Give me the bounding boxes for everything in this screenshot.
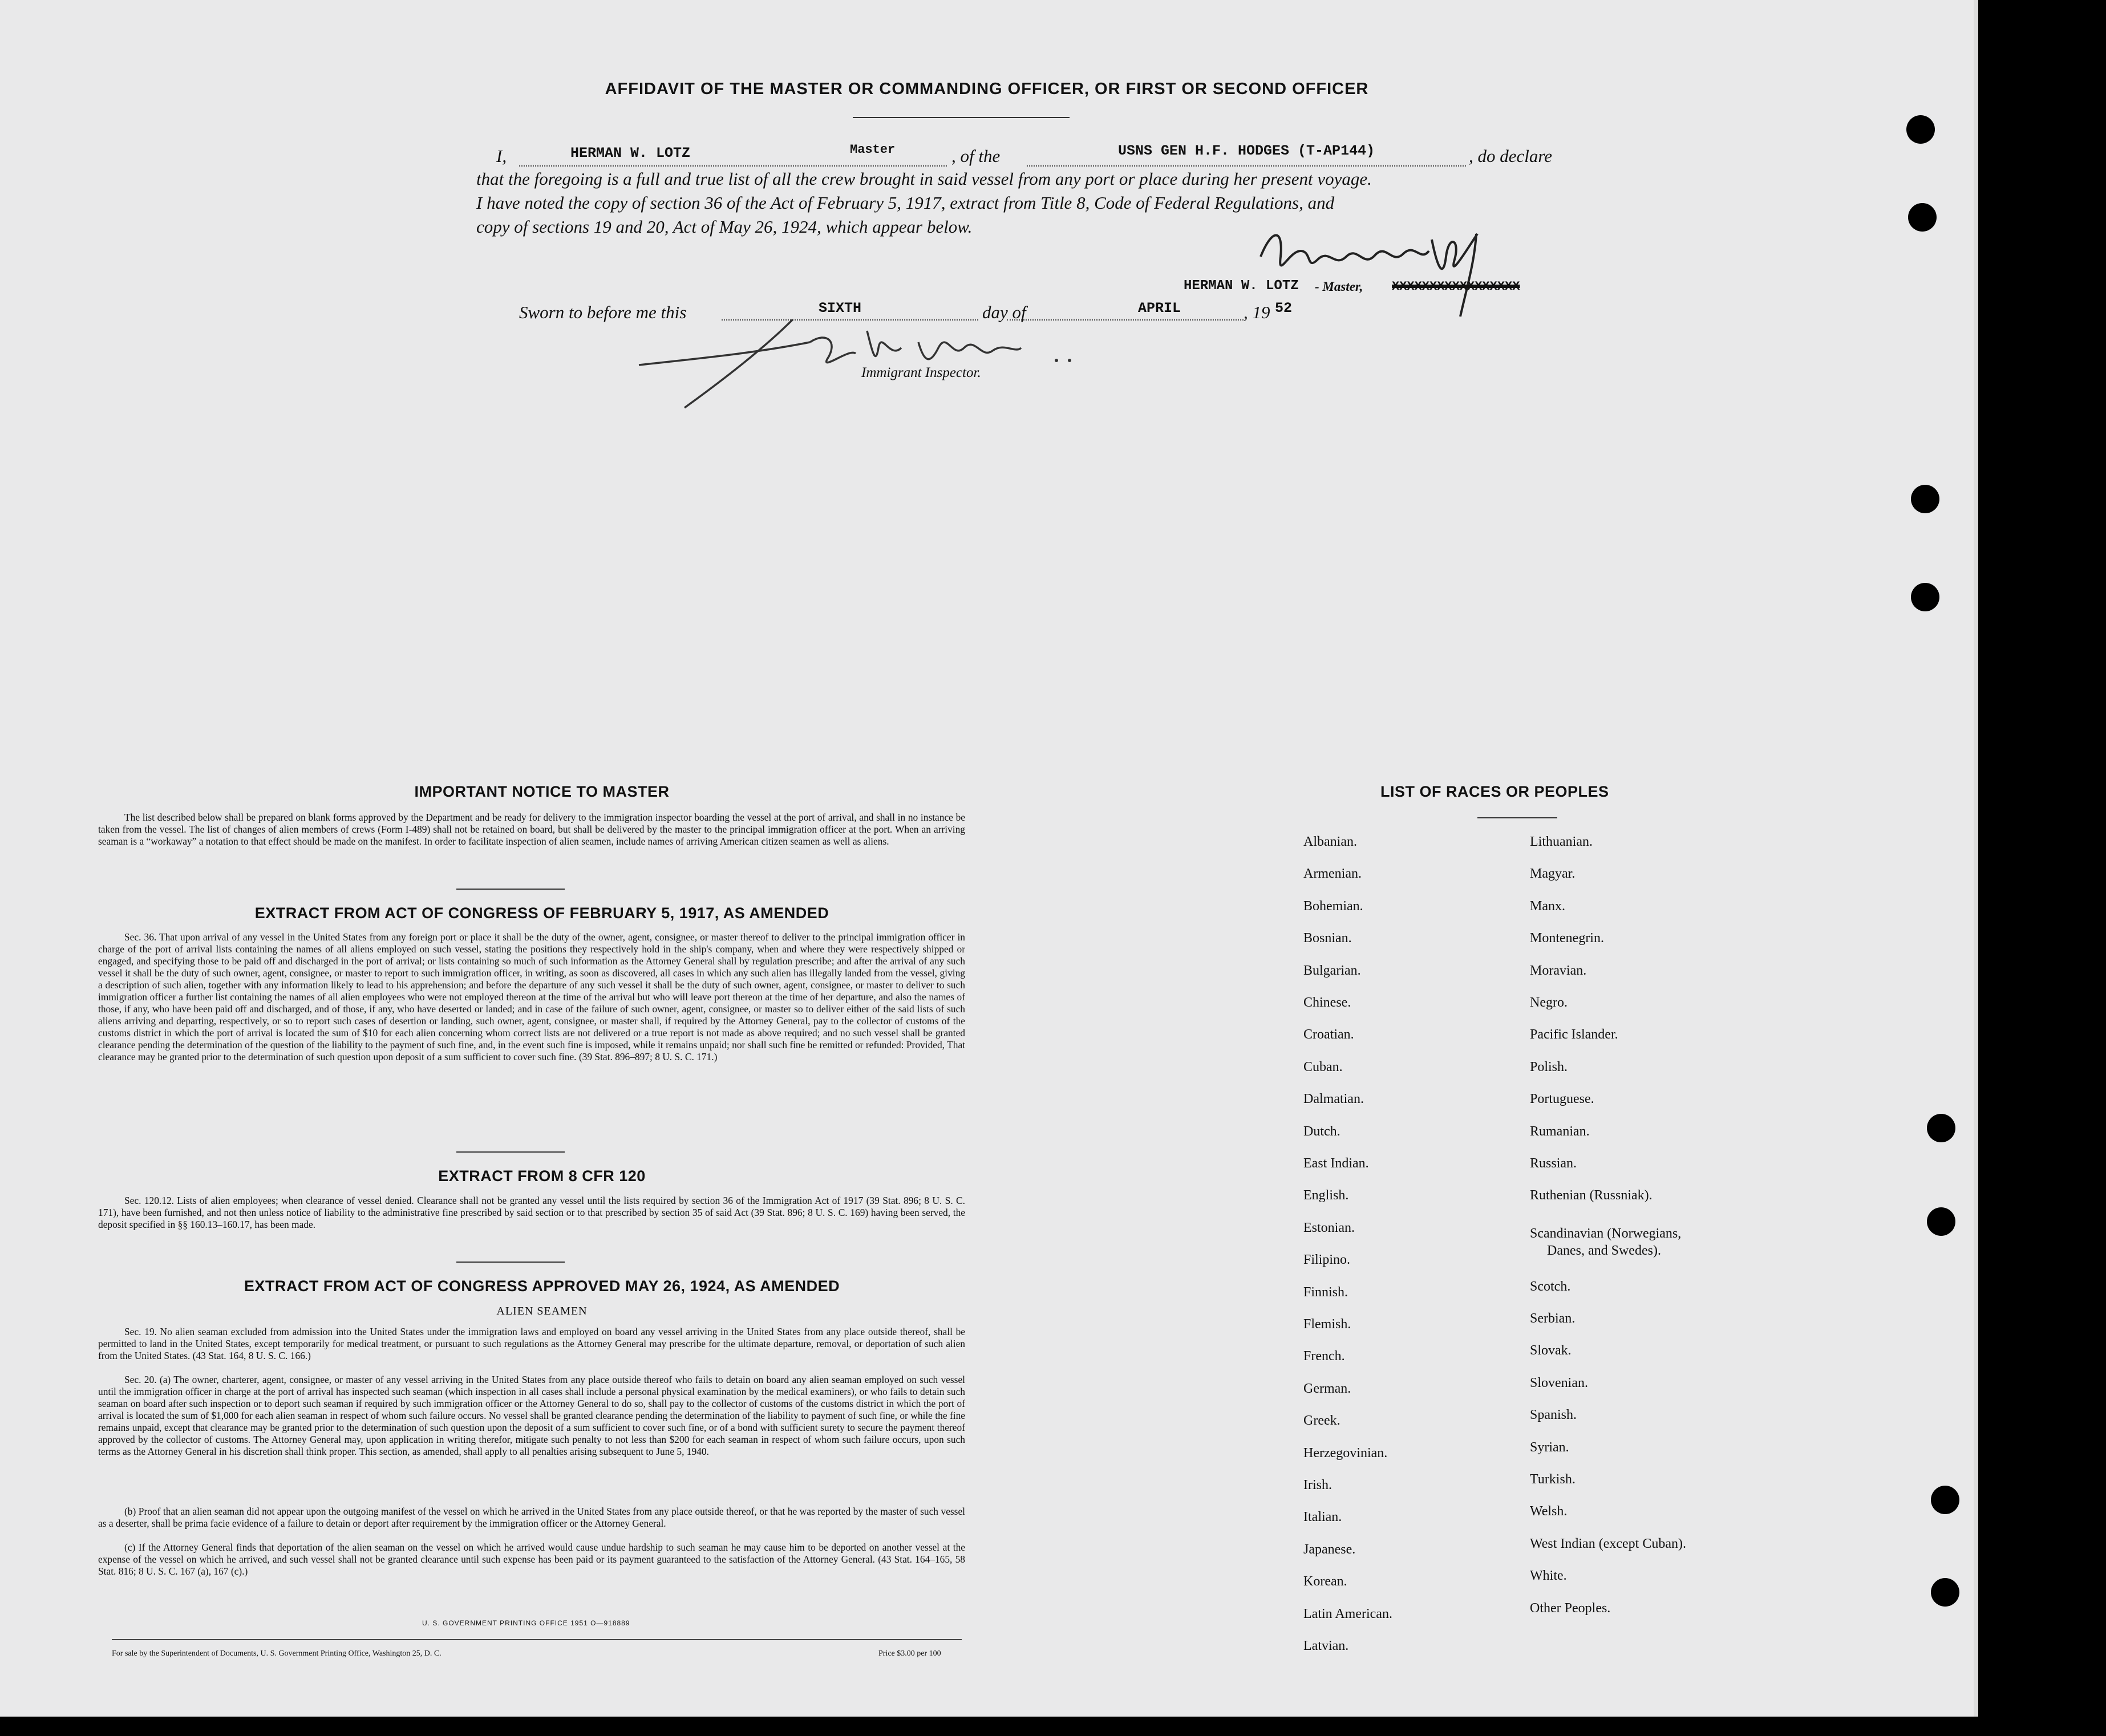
day-of-label: day of (982, 302, 1026, 322)
sworn-year: 52 (1275, 300, 1293, 317)
binder-hole (1927, 1114, 1955, 1142)
race-item: Slovenian. (1530, 1375, 1588, 1390)
race-item: Italian. (1303, 1510, 1342, 1525)
race-item: Negro. (1530, 995, 1568, 1010)
race-item: Moravian. (1530, 963, 1587, 978)
race-item: Spanish. (1530, 1408, 1577, 1423)
race-item: Russian. (1530, 1156, 1577, 1171)
race-item: West Indian (except Cuban). (1530, 1536, 1686, 1551)
sec19-body: Sec. 19. No alien seaman excluded from admission into the United States under the immigration laws and employed on board any vessel arriving in the United States from any place outside thereof, shall be permitted to land in the United States, except temporarily for medical treatment, or pursuant to such regulations as the Attorney General may prescribe for the ultimate departure, removal, or deportation of such alien from the United States. (43 Stat. 164, 8 U. S. C. 166.) (98, 1326, 965, 1361)
race-item: Japanese. (1303, 1542, 1356, 1557)
master-role: - Master, (1315, 279, 1363, 294)
race-item: Scotch. (1530, 1279, 1571, 1294)
inspector-signature (622, 308, 1090, 416)
notice-body: The list described below shall be prepared on blank forms approved by the Department and be ready for delivery to the immigration inspector boarding the vessel at the port of arrival, and shall in no instance be taken from the vessel. The list of changes of alien members of crews (Form I-489) shall not be retained on board, but shall be delivered by the master to the principal immigration officer at the port. When an arriving seaman is a “workaway” a notation to that effect should be made on the manifest. In order to facilitate inspection of alien seamen, include names of arriving American citizen seamen as well as aliens. (98, 812, 965, 847)
vessel-name: USNS GEN H.F. HODGES (T-AP144) (1118, 143, 1375, 159)
sec20b-body: (b) Proof that an alien seaman did not appear upon the outgoing manifest of the vessel on which he arrived in the United States from any place outside thereof, or that he was reported by the master of such vessel as a deserter, shall be prima facie evidence of a failure to detain or deport after requirement by the immigration officer or the Attorney General. (98, 1506, 965, 1529)
binder-hole (1931, 1486, 1959, 1514)
sworn-month: APRIL (1138, 300, 1181, 317)
race-item: Scandinavian (Norwegians, (1530, 1226, 1682, 1241)
race-item: Slovak. (1530, 1343, 1572, 1358)
extract-1917-body: Sec. 36. That upon arrival of any vessel in the United States from any foreign port or place it shall be the duty of the owner, agent, consignee, or master thereof to deliver to the principal immigration officer in charge of the port of arrival lists containing the names of all aliens employed on such vessel, stating the positions they respectively hold in the ship's company, when and where they were respectively shipped or engaged, and specifying those to be paid off and discharged in the port of arrival; or lists containing so much of such information as the Attorney General shall by regulation prescribe; and after the arrival of any such vessel it shall be the duty of such owner, agent, consignee, or master to report to such immigration officer, in writing, as soon as discovered, all cases in which any such alien has illegally landed from the vessel, giving a description of such alien, together with any information likely to lead to his apprehension; and before the departure of any such vessel it shall be the duty of such owner, agent, consignee, or master to deliver to such immigration officer a further list containing the names of all alien employees who were not employed thereon at the time of the arrival but who will leave port thereon at the time of her departure, and also the names of those, if any, who have been paid off and discharged, and of those, if any, who have deserted or landed; and in case of the failure of such owner, agent, consignee, or master so to deliver either of the said lists of such aliens arriving and departing, respectively, or so to report such cases of desertion or landing, such owner, agent, consignee, or master shall, if required by the Attorney General, pay to the collector of customs of the customs district in which the port of arrival is located the sum of $10 for each alien concerning whom correct lists are not delivered or a true report is not made as above required; and no such vessel shall be granted clearance pending the determination of the question of the liability to the payment of such fine, and, in the event such fine is imposed, while it remains unpaid; nor shall such fine be remitted or refunded: Provided, That clearance may be granted prior to the determination of such question upon deposit of a sum sufficient to cover such fine. (39 Stat. 896–897; 8 U. S. C. 171.) (98, 931, 965, 1062)
race-item: Chinese. (1303, 995, 1351, 1010)
race-item: Greek. (1303, 1413, 1340, 1429)
race-item: Dutch. (1303, 1123, 1340, 1139)
section-rule (456, 889, 565, 890)
race-item: English. (1303, 1188, 1349, 1203)
race-item: Albanian. (1303, 834, 1357, 849)
affidavit-line-2: that the foregoing is a full and true list of all the crew brought in said vessel from any port or place during her present voyage. (476, 169, 1372, 189)
race-item: Bohemian. (1303, 898, 1363, 914)
footer-price: Price $3.00 per 100 (878, 1649, 941, 1658)
master-name: HERMAN W. LOTZ (570, 145, 691, 161)
race-item: East Indian. (1303, 1156, 1369, 1171)
race-item: Lithuanian. (1530, 834, 1593, 849)
race-item: Latin American. (1303, 1606, 1392, 1621)
race-item: German. (1303, 1381, 1351, 1396)
race-item: Dalmatian. (1303, 1092, 1364, 1107)
race-item: Polish. (1530, 1059, 1568, 1074)
sec20a-body: Sec. 20. (a) The owner, charterer, agent, consignee, or master of any vessel arriving in the United States from any place outside thereof who fails to detain on board any alien seaman employed on such vessel until the immigration officer in charge at the port of arrival has inspected such seaman (which inspection in all cases shall include a personal physical examination by the medical examiners), or who fails to detain such seaman on board after such inspection or to deport such seaman if required by such immigration officer or the Attorney General to do so, shall pay to the collector of customs of the customs district in which the port of arrival is located the sum of $1,000 for each alien seaman in respect of whom such failure occurs. No vessel shall be granted clearance pending the determination of the liability to payment of such fine, or while the fine remains unpaid, except that clearance may be granted prior to the determination of such question upon the deposit of a sum sufficient to cover such fine, or of a bond with sufficient surety to secure the payment thereof approved by the collector of customs. The Attorney General may, upon application in writing therefor, mitigate such penalty to not less than $200 for each seaman in respect of whom such failure occurs, upon such terms as the Attorney General in his discretion shall think proper. This section, as amended, shall apply to all penalties arising subsequent to June 5, 1940. (98, 1374, 965, 1457)
section-rule (456, 1151, 565, 1153)
race-item: Ruthenian (Russniak). (1530, 1188, 1653, 1203)
inspector-label: Immigrant Inspector. (861, 365, 981, 380)
race-item: Estonian. (1303, 1220, 1355, 1235)
race-item: Korean. (1303, 1574, 1347, 1589)
race-item: French. (1303, 1349, 1345, 1364)
race-item: Magyar. (1530, 866, 1576, 882)
race-item: Other Peoples. (1530, 1600, 1611, 1616)
sworn-prefix: Sworn to before me this (519, 302, 687, 322)
struck-officer-title: XXXXXXXXXXXXXXXXX (1392, 279, 1520, 294)
footer-rule (112, 1639, 962, 1640)
name-underline (519, 165, 947, 167)
extract-1917-title: EXTRACT FROM ACT OF CONGRESS OF FEBRUARY 5, 1917, AS AMENDED (254, 904, 829, 922)
sworn-day: SIXTH (819, 300, 862, 317)
gpo-line: U. S. GOVERNMENT PRINTING OFFICE 1951 O—918889 (422, 1619, 630, 1627)
affidavit-i: I, (496, 146, 507, 166)
do-declare-label: , do declare (1469, 146, 1553, 166)
master-rank: Master (850, 143, 896, 157)
race-item: Flemish. (1303, 1317, 1351, 1332)
extract-1924-title: EXTRACT FROM ACT OF CONGRESS APPROVED MAY 26, 1924, AS AMENDED (244, 1277, 840, 1295)
race-item: Syrian. (1530, 1439, 1569, 1455)
sec20c-body: (c) If the Attorney General finds that deportation of the alien seaman on the vessel on which he arrived would cause undue hardship to such seaman he may cause him to be deported on another vessel at the expense of the vessel on which he arrived, and such vessel shall not be granted clearance until such expense has been paid or its payment guaranteed to the satisfaction of the Attorney General. (43 Stat. 164–165, 58 Stat. 816; 8 U. S. C. 167 (a), 167 (c).) (98, 1542, 965, 1577)
race-item: Irish. (1303, 1478, 1332, 1492)
race-item: Cuban. (1303, 1059, 1343, 1074)
race-item: Pacific Islander. (1530, 1027, 1618, 1043)
races-title: LIST OF RACES OR PEOPLES (1380, 783, 1609, 800)
affidavit-line-3: I have noted the copy of section 36 of the Act of February 5, 1917, extract from Title 8, Code of Federal Regulations, and (476, 193, 1335, 213)
race-item: Bosnian. (1303, 931, 1352, 946)
race-item: Bulgarian. (1303, 963, 1361, 978)
race-item: Manx. (1530, 898, 1565, 914)
race-item: Welsh. (1530, 1504, 1568, 1519)
section-rule (456, 1262, 565, 1263)
race-item: Herzegovinian. (1303, 1445, 1388, 1461)
race-item: Croatian. (1303, 1027, 1354, 1043)
binder-hole (1906, 115, 1935, 144)
extract-cfr-body: Sec. 120.12. Lists of alien employees; when clearance of vessel denied. Clearance shall not be granted any vessel until the lists required by section 36 of the Immigration Act of 1917 (39 Stat. 896; 8 U. S. C. 171), have been furnished, and not then unless notice of liability to the administrative fine prescribed by said section or to that prescribed by section 35 of said Act (39 Stat. 896; 8 U. S. C. 169) having been served, the deposit specified in §§ 160.13–160.17, has been made. (98, 1195, 965, 1230)
race-item: Latvian. (1303, 1638, 1349, 1653)
race-item: Danes, and Swedes). (1547, 1243, 1661, 1259)
notice-title: IMPORTANT NOTICE TO MASTER (414, 783, 670, 800)
races-rule (1477, 817, 1557, 818)
year-prefix: , 19 (1244, 302, 1270, 322)
race-item: Armenian. (1303, 866, 1362, 882)
binder-hole (1908, 203, 1937, 232)
race-item: Turkish. (1530, 1472, 1576, 1487)
binder-hole (1927, 1207, 1955, 1236)
race-item: Montenegrin. (1530, 931, 1604, 946)
race-item: Serbian. (1530, 1311, 1576, 1326)
alien-seamen-subtitle: ALIEN SEAMEN (496, 1305, 588, 1317)
title-rule (853, 117, 1070, 118)
affidavit-title: AFFIDAVIT OF THE MASTER OR COMMANDING OFFICER, OR FIRST OR SECOND OFFICER (605, 80, 1369, 98)
of-the-label: , of the (951, 146, 1001, 166)
binder-hole (1911, 485, 1939, 513)
footer-sale-note: For sale by the Superintendent of Documents, U. S. Government Printing Office, Washington 25, D. C. (112, 1649, 442, 1658)
binder-hole (1931, 1578, 1959, 1607)
extract-cfr-title: EXTRACT FROM 8 CFR 120 (438, 1167, 646, 1185)
race-item: Rumanian. (1530, 1123, 1590, 1139)
binder-hole (1911, 583, 1939, 611)
race-item: White. (1530, 1568, 1567, 1584)
master-typed-name: HERMAN W. LOTZ (1184, 278, 1299, 294)
affidavit-line-4: copy of sections 19 and 20, Act of May 26, 1924, which appear below. (476, 217, 973, 237)
race-item: Portuguese. (1530, 1092, 1594, 1107)
race-item: Finnish. (1303, 1284, 1348, 1300)
vessel-underline (1027, 165, 1466, 167)
race-item: Filipino. (1303, 1252, 1351, 1268)
